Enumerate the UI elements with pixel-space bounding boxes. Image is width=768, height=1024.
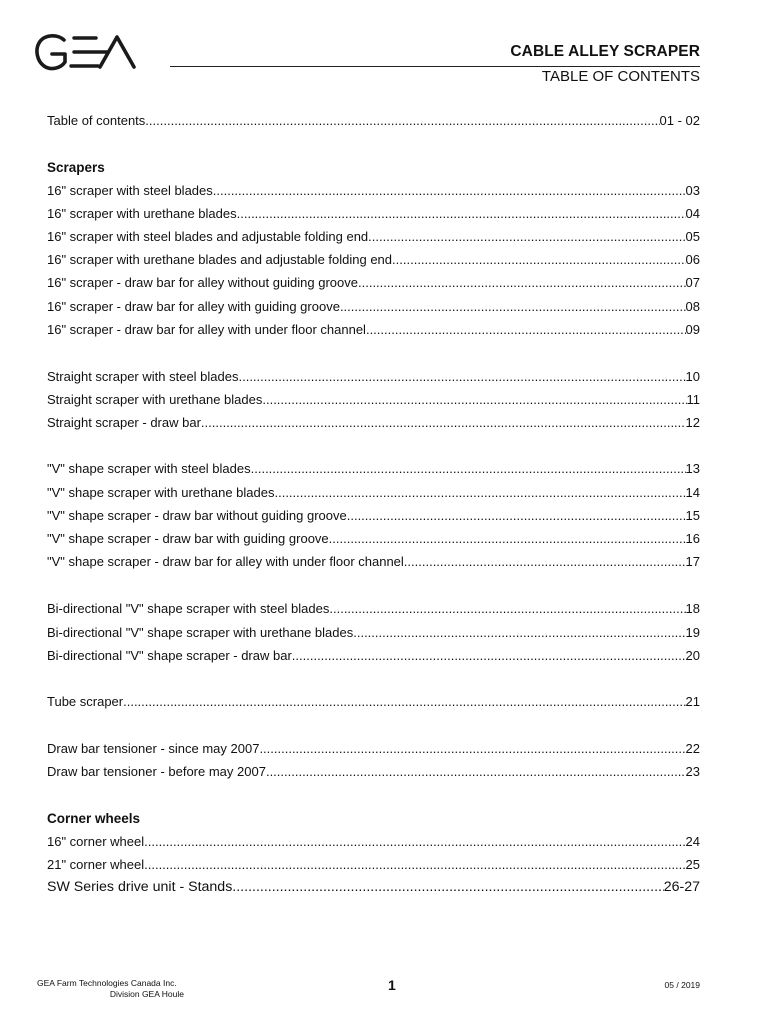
toc-entry-page: 17 [685,554,700,569]
toc-entry-table-of-contents[interactable] [47,112,700,129]
toc-leader-dots [237,205,686,222]
section-heading-corner-wheels: Corner wheels [47,811,141,826]
toc-entry-label: 16" scraper with urethane blades and adjustable folding end [47,252,393,267]
toc-entry[interactable] [47,414,700,431]
toc-leader-dots [259,740,685,757]
toc-entry[interactable] [47,274,700,291]
toc-entry-page: 21 [685,694,700,709]
toc-entry-page: 04 [685,206,700,221]
toc-leader-dots [358,274,686,291]
toc-entry[interactable] [47,368,700,385]
toc-leader-dots [238,368,685,385]
toc-entry-label: 16" corner wheel [47,834,145,849]
toc-leader-dots [347,507,686,524]
toc-leader-dots [144,833,685,850]
toc-entry[interactable] [47,298,700,315]
toc-entry-label: 16" scraper - draw bar for alley with guiding groove [47,299,340,314]
toc-entry[interactable] [47,391,700,408]
toc-entry-page: 25 [685,857,700,872]
toc-entry-label: SW Series drive unit - Stands [47,879,233,895]
toc-entry-page: 26-27 [663,879,700,895]
toc-entry[interactable] [47,228,700,245]
toc-entry-label: 16" scraper with urethane blades [47,206,237,221]
toc-entry-label: Straight scraper - draw bar [47,415,201,430]
document-subtitle: TABLE OF CONTENTS [541,68,700,85]
toc-leader-dots [251,460,686,477]
toc-leader-dots [340,298,686,315]
section-heading-scrapers: Scrapers [47,160,105,175]
toc-leader-dots [232,879,663,896]
toc-entry-label: 16" scraper with steel blades [47,183,213,198]
toc-entry-page: 16 [685,531,700,546]
toc-entry-page: 08 [685,299,700,314]
toc-entry-label: 16" scraper - draw bar for alley with under floor channel [47,322,366,337]
toc-entry[interactable] [47,693,700,710]
toc-entry-label: Straight scraper with steel blades [47,369,239,384]
footer-company-division: Division GEA Houle [109,989,184,999]
toc-entry-page: 07 [685,275,700,290]
toc-entry-page: 18 [685,601,700,616]
toc-leader-dots [353,624,685,641]
toc-entry[interactable] [47,624,700,641]
toc-entry-page: 24 [685,834,700,849]
document-title: CABLE ALLEY SCRAPER [510,43,700,60]
toc-entry-label: 21" corner wheel [47,857,145,872]
toc-entry-page: 03 [685,183,700,198]
toc-entry[interactable] [47,182,700,199]
header-rule [170,66,700,67]
toc-entry-page: 12 [685,415,700,430]
footer-company [37,978,187,1000]
toc-entry-page: 10 [685,369,700,384]
toc-leader-dots [392,251,686,268]
toc-entry[interactable] [47,321,700,338]
toc-entry-page: 05 [685,229,700,244]
toc-entry-page: 14 [685,485,700,500]
toc-entry-page: 15 [685,508,700,523]
toc-entry[interactable] [47,740,700,757]
toc-leader-dots [292,647,686,664]
page-number: 1 [388,977,396,993]
toc-entry-label: "V" shape scraper - draw bar for alley with under floor channel [47,554,404,569]
toc-leader-dots [262,391,686,408]
toc-entry-label: Tube scraper [47,694,124,709]
toc-entry-page: 11 [686,392,700,407]
toc-leader-dots [329,600,685,617]
toc-leader-dots [213,182,686,199]
toc-entry[interactable] [47,530,700,547]
toc-leader-dots [274,484,685,501]
toc-entry[interactable] [47,251,700,268]
toc-entry-label: "V" shape scraper with steel blades [47,461,251,476]
toc-entry[interactable] [47,647,700,664]
toc-leader-dots [201,414,686,431]
toc-leader-dots [404,553,686,570]
footer-date: 05 / 2019 [664,980,700,990]
toc-leader-dots [329,530,686,547]
toc-entry-label: 16" scraper with steel blades and adjustable folding end [47,229,369,244]
toc-entry-page: 22 [685,741,700,756]
toc-entry-label: "V" shape scraper - draw bar with guiding groove [47,531,329,546]
toc-entry-label: Bi-directional "V" shape scraper with steel blades [47,601,330,616]
toc-entry[interactable] [47,553,700,570]
toc-entry[interactable] [47,600,700,617]
toc-entry-label: Bi-directional "V" shape scraper - draw bar [47,648,292,663]
toc-leader-dots [145,112,659,129]
footer-company-name: GEA Farm Technologies Canada Inc. [37,978,177,988]
toc-entry-label: Straight scraper with urethane blades [47,392,263,407]
toc-entry[interactable] [47,856,700,873]
toc-entry-label: "V" shape scraper with urethane blades [47,485,275,500]
toc-entry-page: 19 [685,625,700,640]
toc-entry-page: 01 - 02 [659,113,700,128]
toc-entry-page: 09 [685,322,700,337]
toc-leader-dots [144,856,685,873]
toc-entry-label: Bi-directional "V" shape scraper with urethane blades [47,625,354,640]
toc-entry[interactable] [47,484,700,501]
toc-entry[interactable] [47,763,700,780]
toc-entry[interactable] [47,205,700,222]
toc-entry-page: 23 [685,764,700,779]
toc-leader-dots [266,763,686,780]
toc-entry-label: "V" shape scraper - draw bar without guiding groove [47,508,347,523]
toc-entry[interactable] [47,833,700,850]
toc-entry-label: Draw bar tensioner - before may 2007 [47,764,266,779]
toc-entry-page: 20 [685,648,700,663]
toc-entry[interactable] [47,460,700,477]
toc-leader-dots [123,693,685,710]
toc-entry-label: 16" scraper - draw bar for alley without guiding groove [47,275,358,290]
gea-logo [34,31,138,73]
toc-entry[interactable] [47,507,700,524]
toc-entry[interactable] [47,879,700,896]
toc-entry-label: Table of contents [47,113,146,128]
toc-entry-page: 13 [685,461,700,476]
toc-leader-dots [366,321,686,338]
toc-entry-page: 06 [685,252,700,267]
toc-leader-dots [368,228,685,245]
toc-entry-label: Draw bar tensioner - since may 2007 [47,741,260,756]
